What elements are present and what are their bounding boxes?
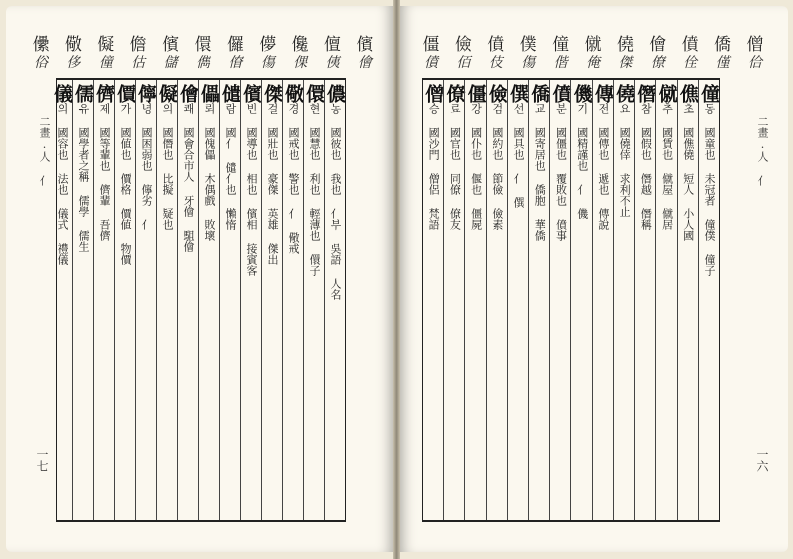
entry-definition: 검 國約也 節儉 儉素 <box>490 103 504 230</box>
entry-headword: 儜 <box>135 84 157 103</box>
entry-definition: 람 國亻 儙亻也 懶惰 <box>224 103 237 230</box>
cursive-script-char: 僮 <box>98 55 113 71</box>
cursive-script-char: 伎 <box>488 55 503 71</box>
header-character <box>255 36 281 76</box>
seal-script-char: 儋 <box>129 35 147 55</box>
dictionary-column <box>570 80 591 520</box>
entry-headword: 僬 <box>676 84 699 103</box>
right-page-number: 一六 <box>755 448 769 472</box>
dictionary-column <box>156 80 177 520</box>
left-page-number: 一七 <box>35 448 49 472</box>
dictionary-column <box>655 80 676 520</box>
dictionary-column <box>114 80 135 520</box>
cursive-script-char: 佮 <box>747 55 762 71</box>
seal-script-char: 儃 <box>324 35 342 55</box>
dictionary-column <box>464 80 485 520</box>
entry-headword: 僟 <box>570 84 593 103</box>
entry-definition: 녕 國困弱也 儜劣 亻 <box>140 103 153 230</box>
dictionary-column <box>677 80 698 520</box>
entry-definition: 교 國寄居也 僑胞 華僑 <box>533 103 547 241</box>
cursive-script-char: 佺 <box>683 55 698 71</box>
entry-headword: 傑 <box>261 84 283 103</box>
entry-headword: 僧 <box>422 84 445 103</box>
entry-definition: 경 國戒也 警也 亻 儆戒 <box>287 103 300 254</box>
header-character <box>418 36 444 76</box>
seal-script-char: 儗 <box>97 35 115 55</box>
dictionary-column <box>240 80 261 520</box>
entry-headword: 僥 <box>613 84 636 103</box>
dictionary-column <box>72 80 93 520</box>
seal-script-char: 儉 <box>454 35 472 55</box>
entry-definition: 승 國沙門 僧侶 梵語 <box>427 103 441 230</box>
header-character <box>287 36 313 76</box>
seal-script-char: 儆 <box>64 35 82 55</box>
cursive-script-char: 傷 <box>260 55 275 71</box>
dictionary-column <box>528 80 549 520</box>
left-section-label: 二畫.人 亻 <box>38 116 51 186</box>
entry-definition: 동 國童也 未冠者 僮僕 僮子 <box>703 103 716 276</box>
entry-definition: 뢰 國傀儡 木偶戲 敗壞 <box>203 103 216 241</box>
cursive-script-char: 侈 <box>66 55 81 71</box>
entry-headword: 儉 <box>485 84 508 103</box>
dictionary-column <box>177 80 198 520</box>
cursive-script-char: 僨 <box>424 55 438 71</box>
entry-definition: 걸 國壯也 豪傑 英雄 傑出 <box>266 103 279 265</box>
header-character <box>677 36 703 76</box>
entry-headword: 僦 <box>655 84 678 103</box>
entry-definition: 기 國精謹也 亻 僟 <box>575 103 589 219</box>
header-character <box>580 36 606 76</box>
entry-headword: 儂 <box>324 84 346 103</box>
dictionary-column <box>219 80 240 520</box>
entry-headword: 儐 <box>240 84 262 103</box>
header-character <box>645 36 671 76</box>
cursive-script-char: 傄 <box>228 55 243 71</box>
header-character <box>158 36 184 76</box>
dictionary-column <box>282 80 303 520</box>
dictionary-column <box>93 80 114 520</box>
dictionary-column <box>549 80 570 520</box>
entry-definition: 농 國彼也 我也 亻부 吳語 人名 <box>329 103 342 300</box>
header-character <box>125 36 151 76</box>
header-character <box>515 36 541 76</box>
header-character <box>222 36 248 76</box>
entry-headword: 儀 <box>51 84 73 103</box>
right-entry-frame <box>422 78 720 522</box>
dictionary-column <box>698 80 719 520</box>
seal-script-char: 僨 <box>681 35 699 55</box>
dictionary-column <box>592 80 613 520</box>
dictionary-column <box>303 80 324 520</box>
entry-headword: 僮 <box>698 84 720 103</box>
cursive-script-char: 僚 <box>650 55 665 71</box>
dictionary-column <box>634 80 655 520</box>
header-character <box>190 36 216 76</box>
seal-script-char: 儇 <box>194 35 212 55</box>
entry-headword: 儙 <box>219 84 241 103</box>
entry-headword: 儈 <box>177 84 199 103</box>
entry-definition: 참 國假也 僭越 僭稱 <box>639 103 653 230</box>
entry-definition: 추 國賃也 僦屋 僦居 <box>660 103 674 230</box>
left-page-header <box>28 36 378 76</box>
entry-headword: 僚 <box>443 84 466 103</box>
dictionary-column <box>52 80 72 520</box>
entry-definition: 료 國官也 同僚 僚友 <box>448 103 462 230</box>
seal-script-char: 僥 <box>616 35 634 55</box>
right-page <box>400 6 788 552</box>
dictionary-column <box>423 80 443 520</box>
header-character <box>612 36 638 76</box>
cursive-script-char: 儁 <box>195 55 210 71</box>
dictionary-column <box>198 80 219 520</box>
entry-definition: 의 國僭也 比擬 疑也 <box>161 103 174 230</box>
right-page-header <box>418 36 768 76</box>
dictionary-column <box>324 80 345 520</box>
entry-definition: 유 國學者之稱 儒學 儒生 <box>77 103 90 252</box>
cursive-script-char: 偕 <box>553 55 568 71</box>
dictionary-column <box>507 80 528 520</box>
seal-script-char: 僑 <box>714 35 732 55</box>
entry-definition: 초 國僬僥 短人 小人國 <box>681 103 695 241</box>
seal-script-char: 僕 <box>519 35 537 55</box>
header-character <box>742 36 768 76</box>
seal-script-char: 儳 <box>291 35 309 55</box>
seal-script-char: 儐 <box>356 35 374 55</box>
seal-script-char: 僧 <box>746 35 764 55</box>
entry-definition: 선 國具也 亻 僎 <box>512 103 526 208</box>
header-character <box>450 36 476 76</box>
entry-headword: 僨 <box>549 84 572 103</box>
entry-headword: 僭 <box>634 84 657 103</box>
cursive-script-char: 俗 <box>34 55 48 71</box>
entry-headword: 儗 <box>156 84 178 103</box>
entry-definition: 강 國仆也 偃也 僵屍 <box>469 103 483 230</box>
cursive-script-char: 倮 <box>293 55 308 71</box>
seal-script-char: 儈 <box>649 35 667 55</box>
entry-headword: 儒 <box>72 84 94 103</box>
entry-headword: 價 <box>114 84 136 103</box>
seal-script-char: 儽 <box>32 35 50 55</box>
cursive-script-char: 儈 <box>357 55 372 71</box>
header-character <box>320 36 346 76</box>
dictionary-column <box>486 80 507 520</box>
seal-script-char: 儚 <box>259 35 277 55</box>
cursive-script-char: 佰 <box>456 55 471 71</box>
cursive-script-char: 傑 <box>618 55 633 71</box>
dictionary-column <box>135 80 156 520</box>
cursive-script-char: 儲 <box>163 55 178 71</box>
entry-definition: 현 國慧也 利也 輕薄也 儇子 <box>308 103 321 276</box>
header-character <box>710 36 736 76</box>
seal-script-char: 僦 <box>584 35 602 55</box>
header-character <box>28 36 54 76</box>
header-character <box>352 36 378 76</box>
entry-definition: 전 國傳也 遞也 傳說 <box>596 103 610 230</box>
book-gutter <box>393 0 400 559</box>
seal-script-char: 僨 <box>487 35 505 55</box>
header-character <box>93 36 119 76</box>
header-character <box>483 36 509 76</box>
dictionary-column <box>613 80 634 520</box>
right-section-label: 二畫.人 亻 <box>756 116 769 186</box>
entry-definition: 요 國僥倖 求利不止 <box>618 103 632 217</box>
cursive-script-char: 俺 <box>585 55 600 71</box>
entry-definition: 가 國値也 價格 價値 物價 <box>119 103 132 265</box>
entry-definition: 빈 國導也 相也 儐相 接賓客 <box>245 103 258 276</box>
entry-headword: 儕 <box>93 84 115 103</box>
entry-headword: 僑 <box>528 84 551 103</box>
entry-headword: 儡 <box>198 84 220 103</box>
entry-headword: 僎 <box>507 84 530 103</box>
header-character <box>548 36 574 76</box>
dictionary-column <box>443 80 464 520</box>
seal-script-char: 僮 <box>552 35 570 55</box>
entry-definition: 제 國等輩也 儕輩 吾儕 <box>98 103 111 241</box>
entry-definition: 쾌 國會合市人 牙儈 駔儈 <box>182 103 195 252</box>
cursive-script-char: 僅 <box>715 55 730 71</box>
left-page <box>6 6 393 552</box>
entry-headword: 僵 <box>464 84 487 103</box>
cursive-script-char: 估 <box>131 55 146 71</box>
seal-script-char: 儐 <box>162 35 180 55</box>
entry-definition: 의 國容也 法也 儀式 禮儀 <box>56 103 69 265</box>
seal-script-char: 儸 <box>226 35 244 55</box>
entry-definition: 분 國僵也 覆敗也 僨事 <box>554 103 568 241</box>
header-character <box>60 36 86 76</box>
cursive-script-char: 侇 <box>325 55 340 71</box>
cursive-script-char: 傷 <box>521 55 536 71</box>
right-entry-columns <box>423 80 719 520</box>
entry-headword: 儆 <box>282 84 304 103</box>
left-entry-frame <box>51 78 346 522</box>
entry-headword: 儇 <box>303 84 325 103</box>
left-entry-columns <box>51 80 346 520</box>
seal-script-char: 僵 <box>422 35 440 55</box>
entry-headword: 傳 <box>591 84 614 103</box>
dictionary-column <box>261 80 282 520</box>
